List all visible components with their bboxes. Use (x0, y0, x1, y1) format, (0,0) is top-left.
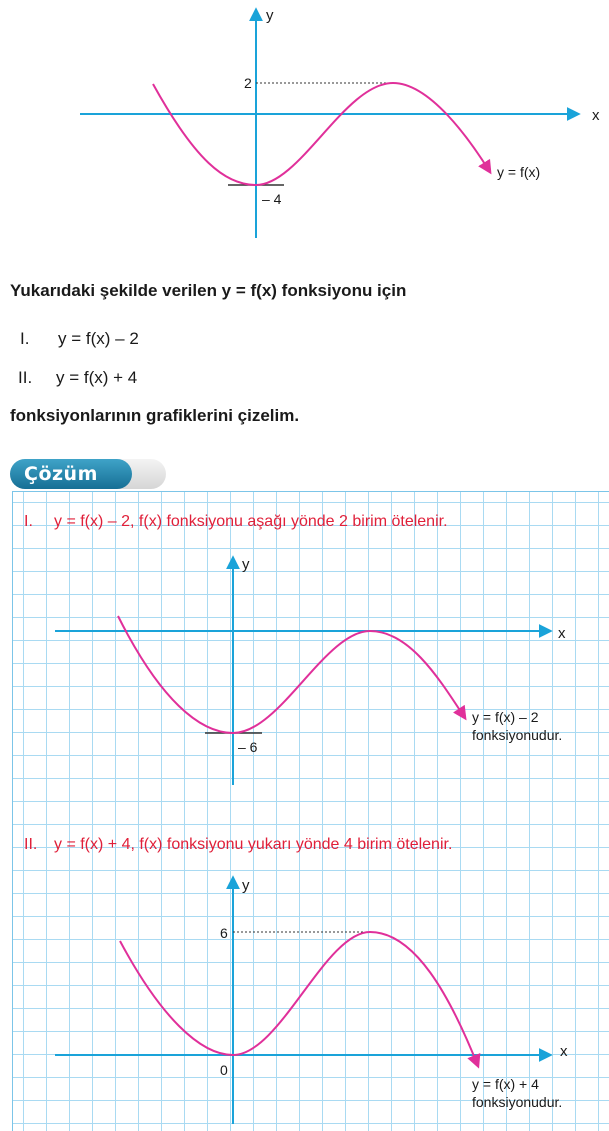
item-expression: y = f(x) + 4 (56, 368, 138, 387)
solution-part2-heading (24, 836, 452, 854)
min-value-label: – 4 (262, 191, 282, 207)
part-text: y = f(x) – 2, f(x) fonksiyonu aşağı yönde 2 birim ötelenir. (54, 513, 448, 530)
badge-label: Çözüm (24, 463, 98, 485)
problem-closing: fonksiyonlarının grafiklerini çizelim. (10, 406, 300, 425)
max-value-label: 6 (220, 925, 228, 941)
curve-label-line2: fonksiyonudur. (472, 1094, 563, 1110)
item-number: I. (20, 329, 30, 348)
y-axis-label: y (266, 7, 274, 24)
item-number: II. (18, 368, 33, 387)
part-number: II. (24, 836, 38, 853)
problem-item-1 (20, 329, 139, 349)
problem-item-2 (18, 368, 137, 388)
function-curve (153, 83, 490, 185)
curve-label-line2: fonksiyonudur. (472, 727, 563, 743)
x-axis-label: x (592, 107, 600, 124)
solution-part1-heading (24, 513, 448, 531)
max-value-label: 2 (244, 75, 252, 91)
y-axis-label: y (242, 556, 250, 573)
shifted-curve (118, 616, 465, 733)
x-axis-label: x (560, 1043, 568, 1060)
part-text: y = f(x) + 4, f(x) fonksiyonu yukarı yönde 4 birim ötelenir. (54, 836, 453, 853)
min-value-label: – 6 (238, 739, 258, 755)
origin-label: 0 (220, 1062, 228, 1078)
solution-badge (10, 459, 166, 489)
problem-statement: Yukarıdaki şekilde verilen y = f(x) fonksiyonu için (10, 281, 407, 300)
item-expression: y = f(x) – 2 (58, 329, 139, 348)
shifted-curve (120, 932, 478, 1066)
part2-graph (0, 866, 609, 1131)
part1-graph (0, 540, 609, 790)
curve-label: y = f(x) (497, 164, 541, 180)
curve-label-line1: y = f(x) – 2 (472, 709, 539, 725)
part-number: I. (24, 513, 33, 530)
function-graph (0, 0, 609, 245)
x-axis-label: x (558, 625, 566, 642)
curve-label-line1: y = f(x) + 4 (472, 1076, 539, 1092)
y-axis-label: y (242, 877, 250, 894)
